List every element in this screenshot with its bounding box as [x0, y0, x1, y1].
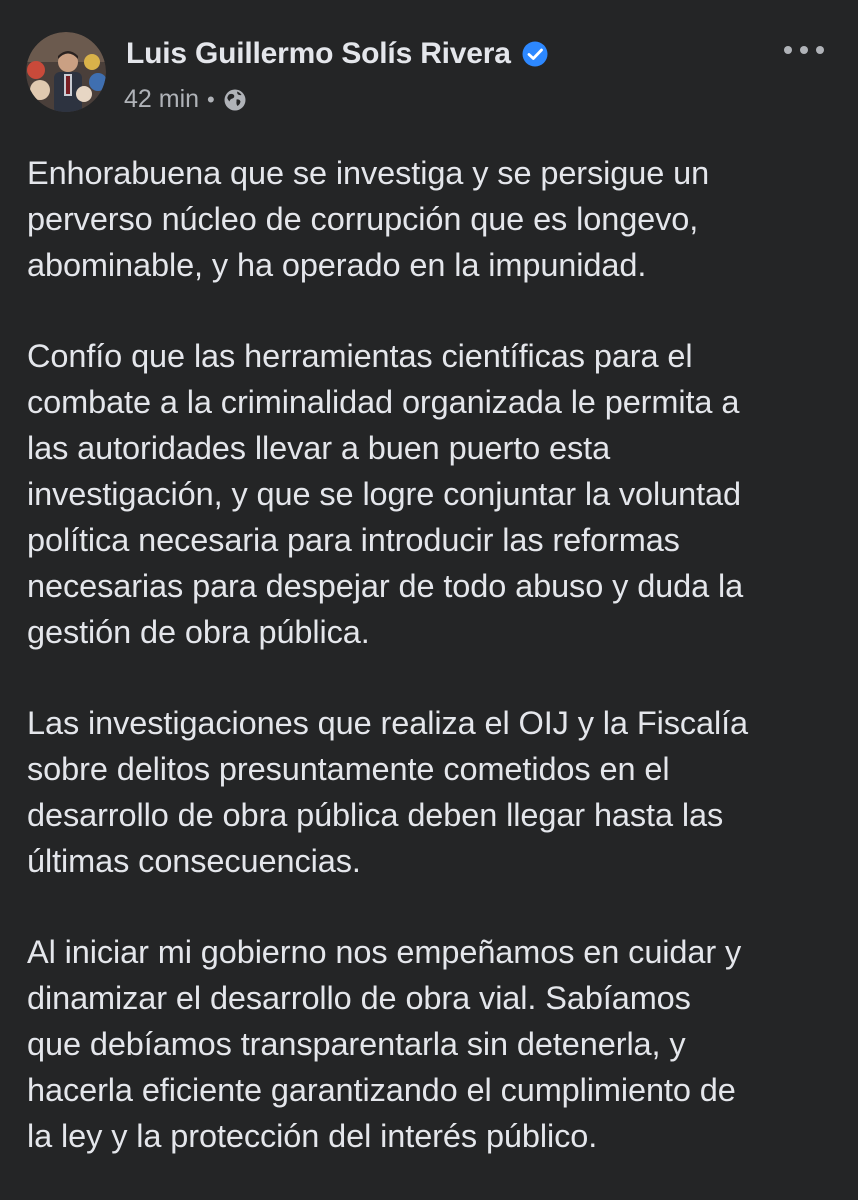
- more-options-dot: [784, 46, 792, 54]
- author-name[interactable]: Luis Guillermo Solís Rivera: [126, 37, 511, 70]
- post-paragraph: Al iniciar mi gobierno nos empeñamos en cuidar y dinamizar el desarrollo de obra vial. Sabíamos que debíamos transparentarla sin detenerla, y hacerla eficiente garantizando el cumplimiento de la ley y la protección del interés público.: [27, 934, 742, 1154]
- avatar[interactable]: [26, 32, 106, 112]
- meta-separator: •: [207, 86, 215, 112]
- globe-icon[interactable]: [223, 88, 247, 112]
- post-paragraph: Confío que las herramientas científicas para el combate a la criminalidad organizada le permita a las autoridades llevar a buen puerto esta investigación, y que se logre conjuntar la voluntad política necesaria para introducir las reformas necesarias para despejar de todo abuso y duda la gestión de obra pública.: [27, 338, 744, 650]
- profile-photo-icon: [26, 32, 106, 112]
- verified-badge-icon: [521, 40, 549, 68]
- more-options-dot: [816, 46, 824, 54]
- post-meta: [124, 85, 247, 114]
- post-paragraph: Enhorabuena que se investiga y se persigue un perverso núcleo de corrupción que es longevo, abominable, y ha operado en la impunidad.: [27, 155, 710, 283]
- post-body: [27, 150, 842, 1200]
- more-options-dot: [800, 46, 808, 54]
- author-row: [126, 37, 549, 71]
- post-paragraph: Las investigaciones que realiza el OIJ y la Fiscalía sobre delitos presuntamente cometidos en el desarrollo de obra pública deben llegar hasta las últimas consecuencias.: [27, 705, 748, 879]
- more-options-button[interactable]: [784, 40, 824, 60]
- post-header: [26, 32, 838, 114]
- post-timestamp[interactable]: 42 min: [124, 85, 200, 113]
